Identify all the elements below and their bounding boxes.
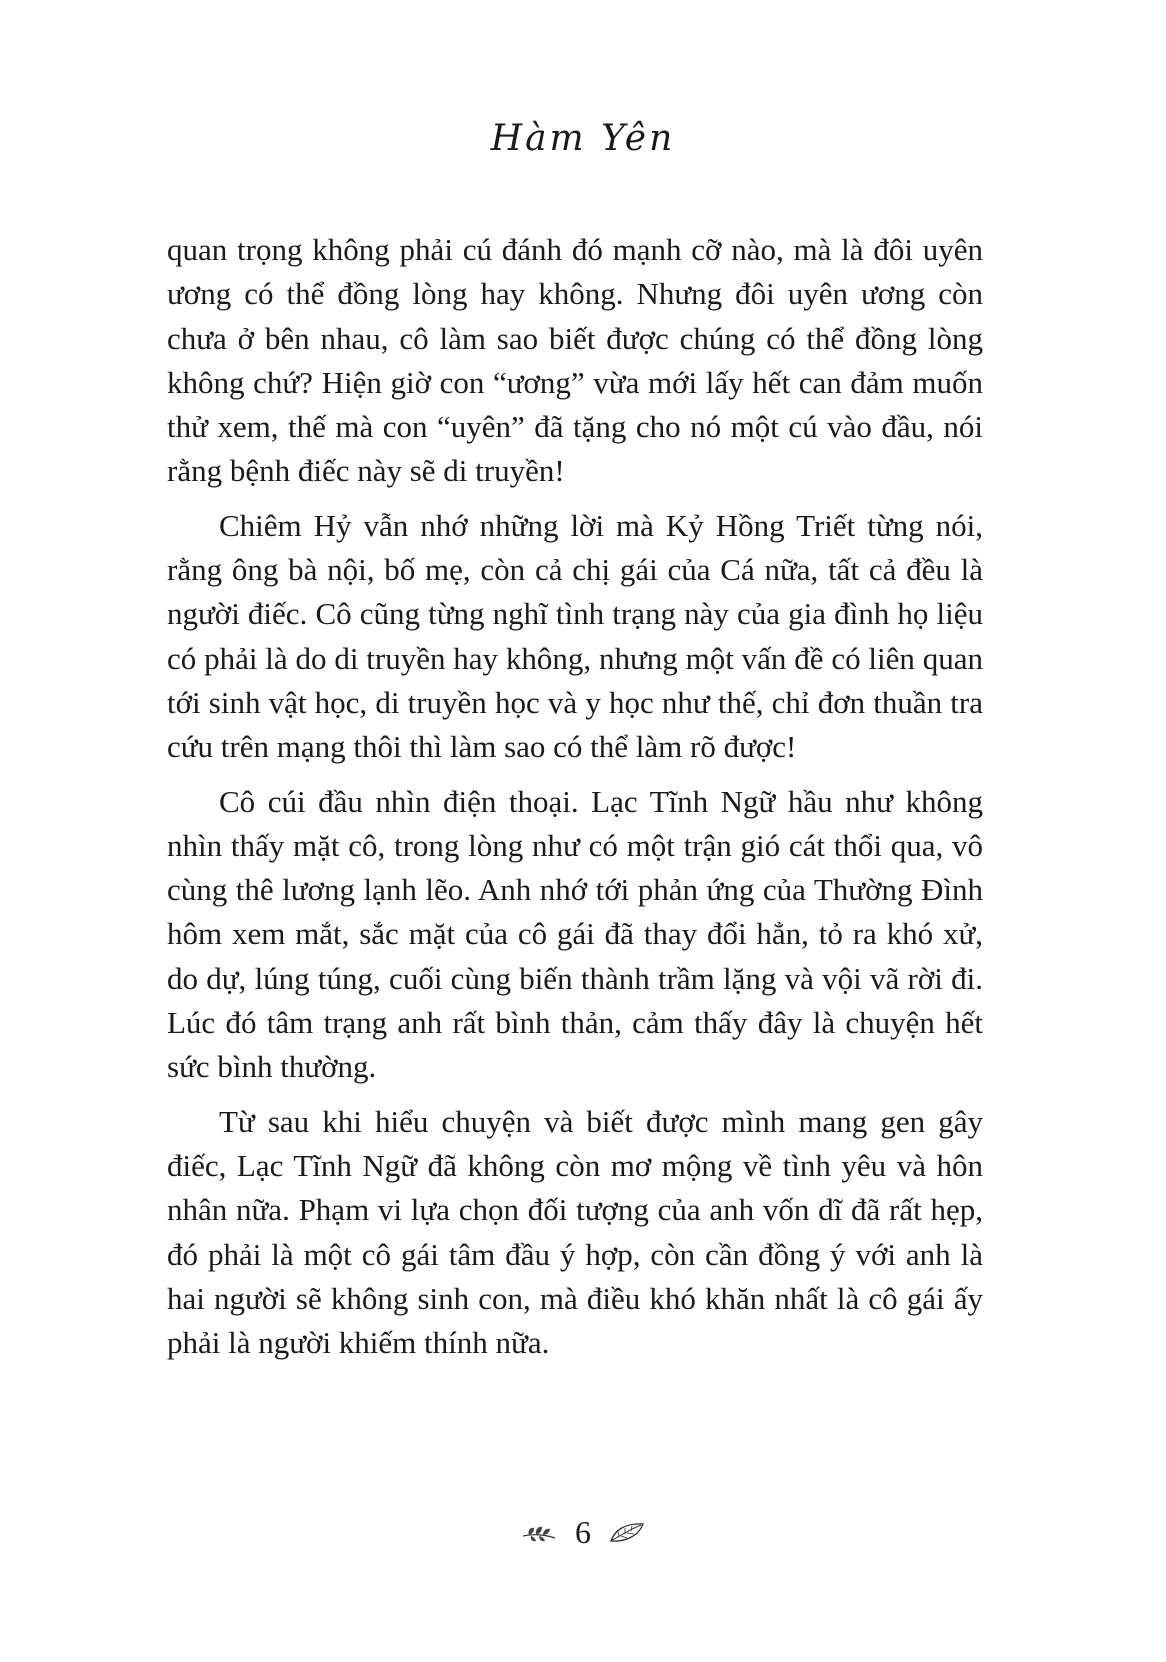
page-footer [0,1514,1166,1551]
paragraph: Chiêm Hỷ vẫn nhớ những lời mà Kỷ Hồng Triết từng nói, rằng ông bà nội, bố mẹ, còn cả chị gái của Cá nữa, tất cả đều là người điếc. Cô cũng từng nghĩ tình trạng này của gia đình họ liệu có phải là do di truyền hay không, nhưng một vấn đề có liên quan tới sinh vật học, di truyền học và y học như thế, chỉ đơn thuần tra cứu trên mạng thôi thì làm sao có thể làm rõ được! [167,507,983,765]
leaf-sprig-icon [521,1522,557,1544]
running-header-title: Hàm Yên [490,118,676,159]
paragraph: Cô cúi đầu nhìn điện thoại. Lạc Tĩnh Ngữ hầu như không nhìn thấy mặt cô, trong lòng như có một trận gió cát thổi qua, vô cùng thê lương lạnh lẽo. Anh nhớ tới phản ứng của Thường Đình hôm xem mắt, sắc mặt của cô gái đã thay đổi hẳn, tỏ ra khó xử, do dự, lúng túng, cuối cùng biến thành trầm lặng và vội vã rời đi. Lúc đó tâm trạng anh rất bình thản, cảm thấy đây là chuyện hết sức bình thường. [167,783,983,1085]
leaf-outline-icon [609,1521,645,1545]
paragraph-continued: quan trọng không phải cú đánh đó mạnh cỡ nào, mà là đôi uyên ương có thể đồng lòng hay không. Nhưng đôi uyên ương còn chưa ở bên nhau, cô làm sao biết được chúng có thể đồng lòng không chứ? Hiện giờ con “ương” vừa mới lấy hết can đảm muốn thử xem, thế mà con “uyên” đã tặng cho nó một cú vào đầu, nói rằng bệnh điếc này sẽ di truyền! [167,232,983,489]
page-number: 6 [575,1514,591,1550]
paragraph: Từ sau khi hiểu chuyện và biết được mình mang gen gây điếc, Lạc Tĩnh Ngữ đã không còn mơ mộng về tình yêu và hôn nhân nữa. Phạm vi lựa chọn đối tượng của anh vốn dĩ đã rất hẹp, đó phải là một cô gái tâm đầu ý hợp, còn cần đồng ý với anh là hai người sẽ không sinh con, mà điều khó khăn nhất là cô gái ấy phải là người khiếm thính nữa. [167,1103,983,1361]
body-text [167,228,983,1375]
